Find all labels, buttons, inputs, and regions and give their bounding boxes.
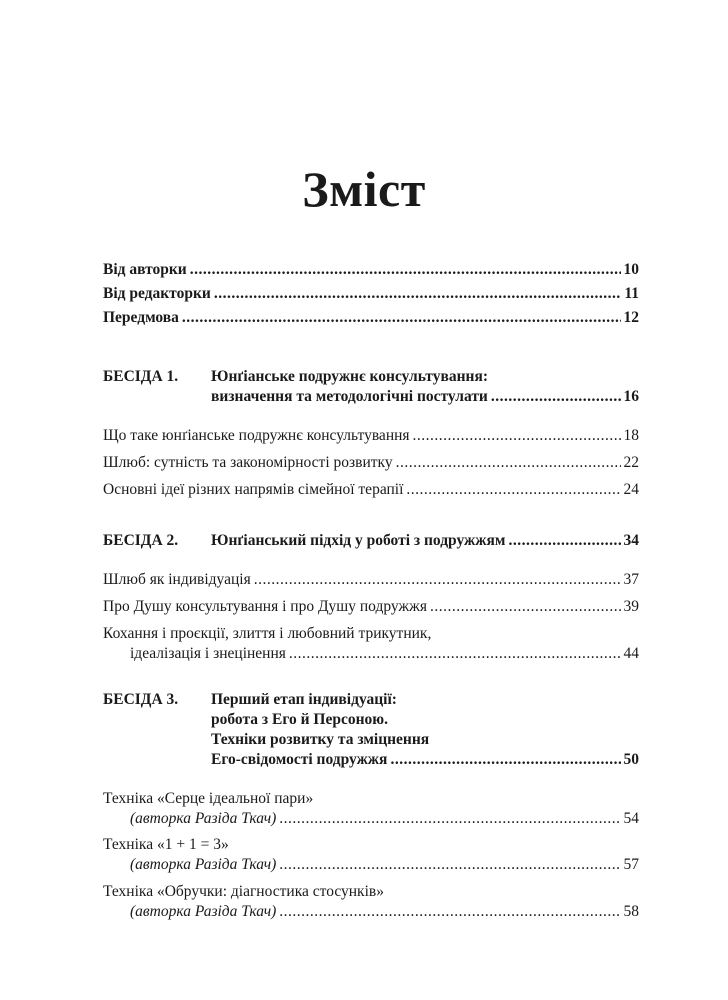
toc-line: [103, 387, 639, 407]
page-number: 44: [623, 645, 639, 662]
toc-line: [103, 882, 639, 902]
toc-line: [103, 855, 639, 875]
indent: [103, 710, 211, 730]
entry-title: Шлюб: сутність та закономірності розвитку: [103, 454, 393, 471]
toc-front-entry[interactable]: [103, 260, 639, 280]
toc-line: [103, 624, 639, 644]
page-number: 22: [623, 454, 639, 471]
entry-title: (авторка Разіда Ткач): [130, 856, 277, 873]
toc-line: [103, 367, 639, 387]
dot-leader: [254, 570, 621, 590]
toc-chapter[interactable]: [103, 690, 639, 770]
dot-leader: [508, 531, 620, 551]
entry-title: визначення та методологічні постулати: [211, 388, 488, 405]
dot-leader: [190, 260, 621, 280]
indent: [103, 750, 211, 770]
page-number: 10: [623, 261, 639, 278]
entry-title: (авторка Разіда Ткач): [130, 810, 277, 827]
toc-line: [103, 570, 639, 590]
page-number: 12: [623, 309, 639, 326]
toc-line: [103, 260, 639, 280]
toc-line: [103, 710, 639, 730]
entry-title: Юнґіанське подружнє консультування:: [211, 368, 488, 385]
indent: [103, 809, 130, 829]
page-number: 34: [623, 532, 639, 549]
toc-line: [103, 730, 639, 750]
page-number: 18: [623, 427, 639, 444]
toc-line: [103, 789, 639, 809]
indent: [103, 855, 130, 875]
indent: [103, 644, 130, 664]
toc-line: [103, 750, 639, 770]
entry-title: Перший етап індивідуації:: [211, 691, 397, 708]
entry-title: Кохання і проєкції, злиття і любовний трикутник,: [103, 625, 432, 642]
dot-leader: [182, 308, 621, 328]
page-number: 58: [623, 903, 639, 920]
entry-title: Про Душу консультування і про Душу подружжя: [103, 598, 427, 615]
toc-line: [103, 835, 639, 855]
dot-leader: [390, 750, 620, 770]
dot-leader: [396, 453, 621, 473]
toc-section[interactable]: [103, 453, 639, 473]
toc-front-entry[interactable]: [103, 284, 639, 304]
page-title: Зміст: [302, 161, 426, 217]
toc-section[interactable]: [103, 624, 639, 664]
dot-leader: [279, 902, 620, 922]
entry-title: Техніка «Обручки: діагностика стосунків»: [103, 883, 384, 900]
indent: [103, 387, 211, 407]
dot-leader: [430, 597, 621, 617]
indent: [103, 730, 211, 750]
indent: [103, 902, 130, 922]
chapter-label: БЕСІДА 3.: [103, 691, 179, 708]
dot-leader: [406, 480, 620, 500]
entry-title: Его-свідомості подружжя: [211, 751, 388, 768]
toc-section[interactable]: [103, 835, 639, 875]
page-number: 50: [623, 751, 639, 768]
toc-section[interactable]: [103, 882, 639, 922]
toc-line: [103, 644, 639, 664]
dot-leader: [279, 809, 620, 829]
dot-leader: [279, 855, 620, 875]
dot-leader: [491, 387, 621, 407]
entry-title: Техніка «Серце ідеальної пари»: [103, 790, 314, 807]
toc-section[interactable]: [103, 570, 639, 590]
entry-title: Шлюб як індивідуація: [103, 571, 251, 588]
chapter-label: БЕСІДА 2.: [103, 532, 179, 549]
toc-line: [103, 597, 639, 617]
page-number: 39: [623, 598, 639, 615]
entry-title: Основні ідеї різних напрямів сімейної терапії: [103, 481, 404, 498]
dot-leader: [413, 426, 621, 446]
page-number: 54: [623, 810, 639, 827]
entry-title: робота з Его й Персоною.: [211, 711, 389, 728]
toc-chapter[interactable]: [103, 531, 639, 551]
page-number: 24: [623, 481, 639, 498]
toc-section[interactable]: [103, 789, 639, 829]
toc-line: [103, 902, 639, 922]
entry-title: Від авторки: [103, 261, 187, 278]
toc-line: [103, 480, 639, 500]
page-number: 16: [623, 388, 639, 405]
page-number: 11: [624, 285, 639, 302]
entry-title: (авторка Разіда Ткач): [130, 903, 277, 920]
toc-chapter[interactable]: [103, 367, 639, 407]
toc-front-entry[interactable]: [103, 308, 639, 328]
toc-line: [103, 690, 639, 710]
entry-title: Техніки розвитку та зміцнення: [211, 731, 430, 748]
entry-title: Що таке юнґіанське подружнє консультування: [103, 427, 410, 444]
toc-section[interactable]: [103, 426, 639, 446]
page-number: 57: [623, 856, 639, 873]
chapter-label: БЕСІДА 1.: [103, 368, 179, 385]
dot-leader: [289, 644, 621, 664]
toc-section[interactable]: [103, 480, 639, 500]
toc-section[interactable]: [103, 597, 639, 617]
entry-title: ідеалізація і знецінення: [130, 645, 286, 662]
entry-title: Техніка «1 + 1 = 3»: [103, 836, 229, 853]
entry-title: Від редакторки: [103, 285, 211, 302]
toc-line: [103, 809, 639, 829]
toc-line: [103, 453, 639, 473]
toc-line: [103, 308, 639, 328]
entry-title: Юнґіанський підхід у роботі з подружжям: [211, 532, 506, 549]
toc-line: [103, 284, 639, 304]
entry-title: Передмова: [103, 309, 179, 326]
toc-line: [103, 531, 639, 551]
dot-leader: [214, 284, 622, 304]
page-number: 37: [623, 571, 639, 588]
toc-line: [103, 426, 639, 446]
